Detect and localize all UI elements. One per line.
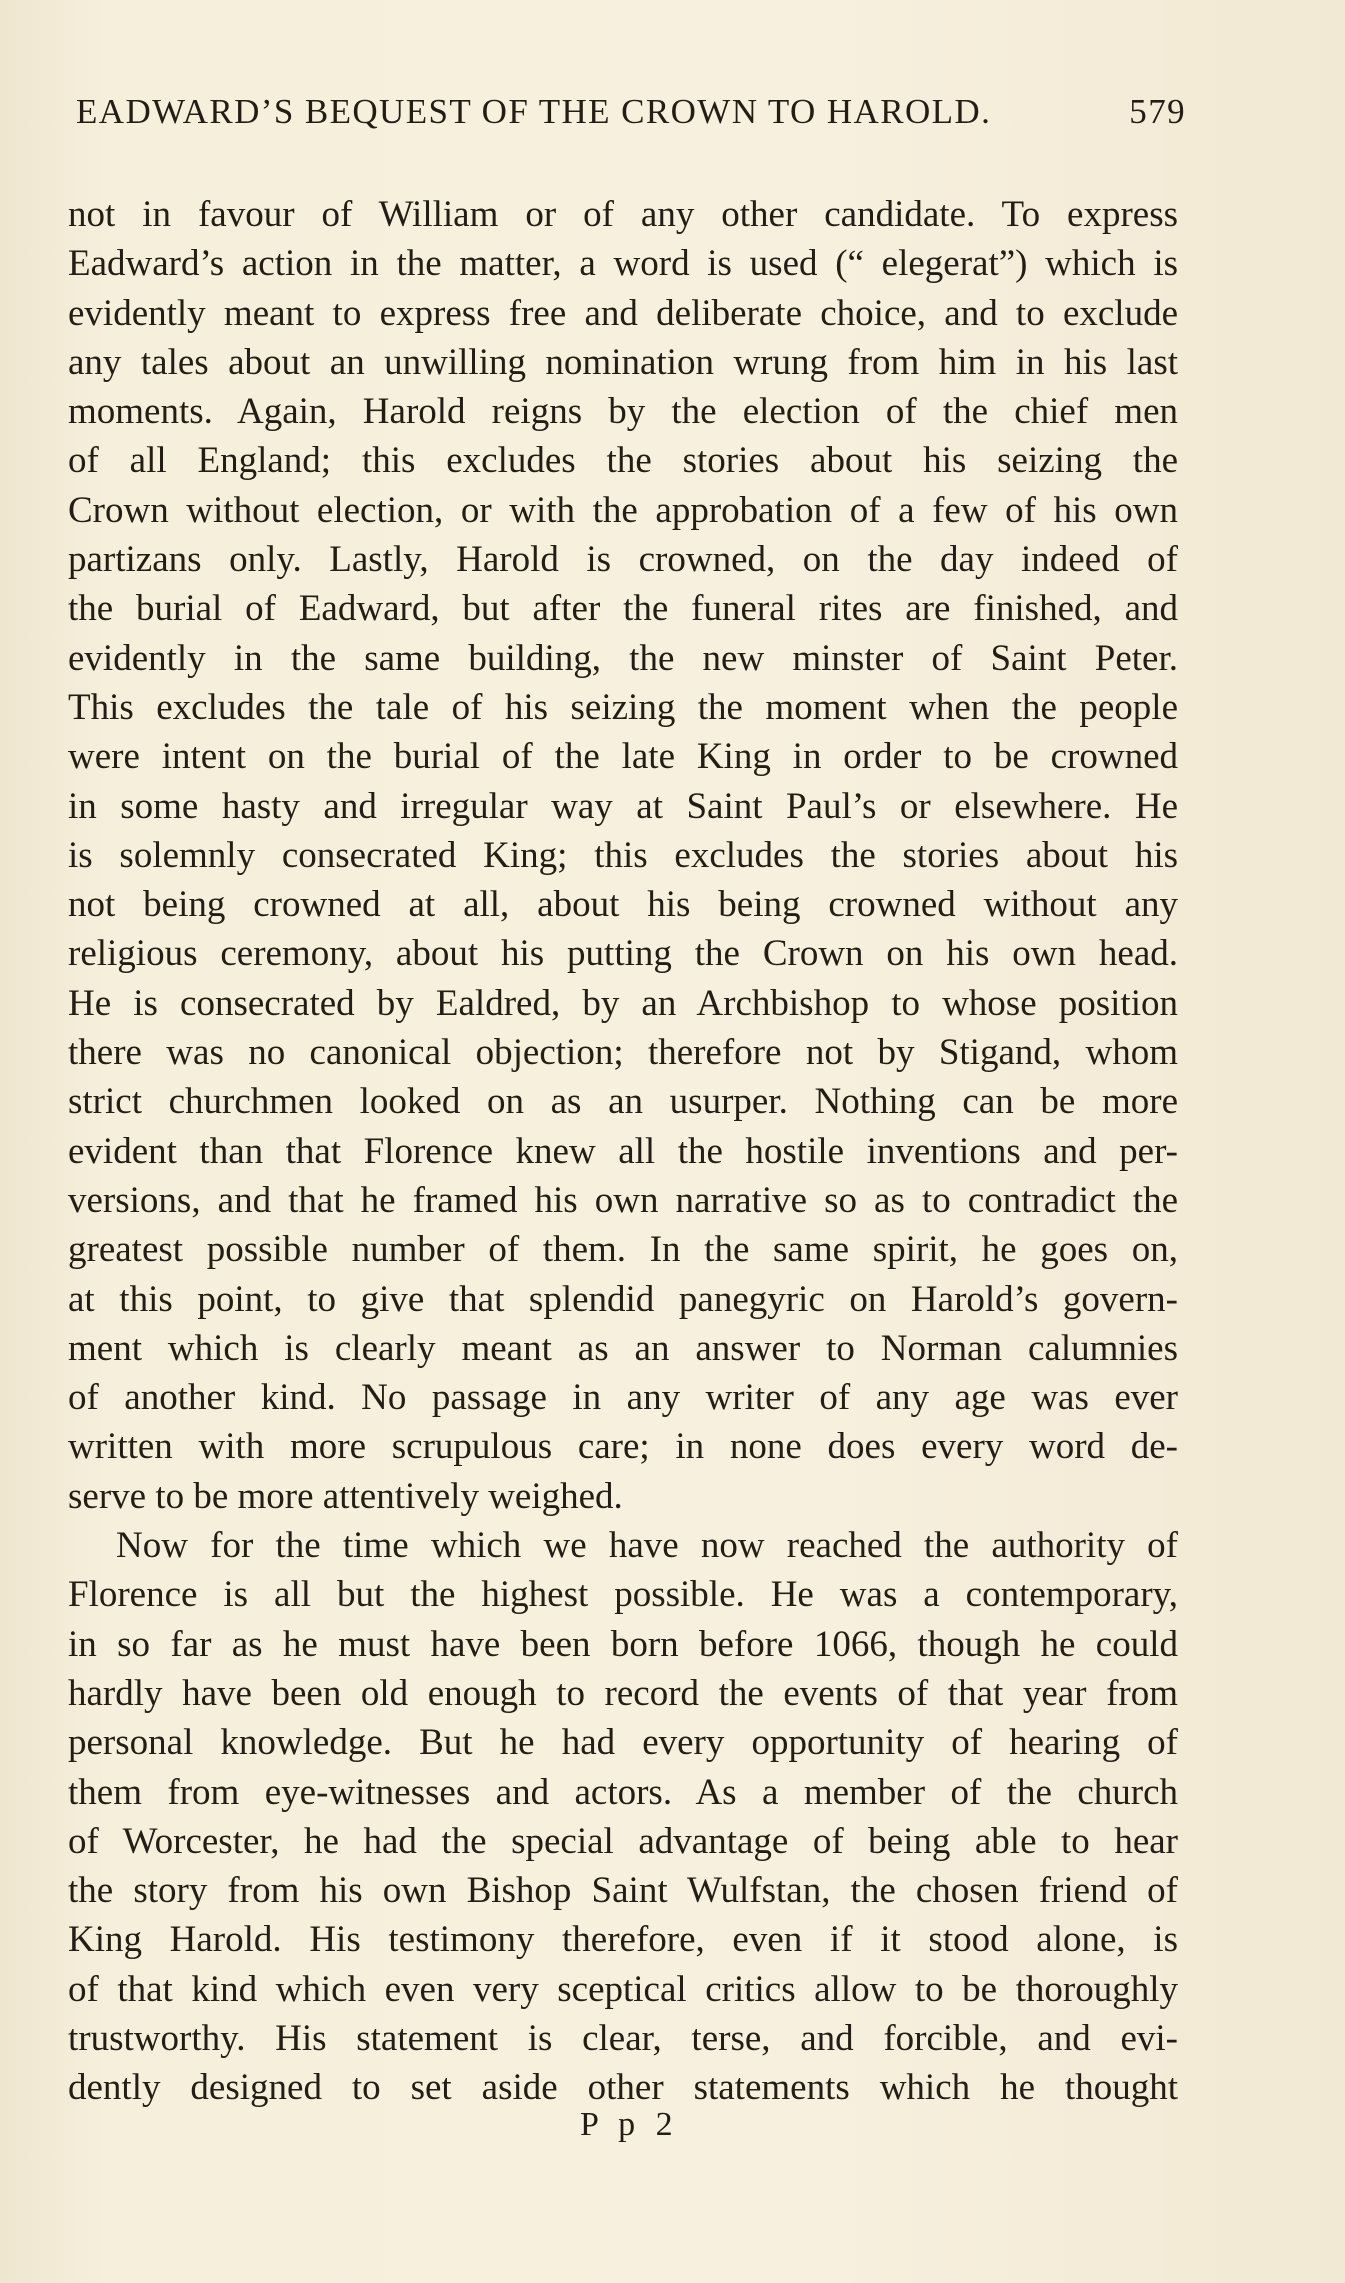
- text-line: in so far as he must have been born before 1066, though he could: [68, 1623, 1178, 1665]
- text-line: He is consecrated by Ealdred, by an Archbishop to whose position: [68, 982, 1178, 1024]
- text-line: there was no canonical objection; therefore not by Stigand, whom: [68, 1032, 1178, 1074]
- text-line: personal knowledge. But he had every opportunity of hearing of: [68, 1722, 1178, 1764]
- text-line: evidently in the same building, the new minster of Saint Peter.: [68, 637, 1178, 679]
- text-line: any tales about an unwilling nomination wrung from him in his last: [68, 341, 1178, 383]
- text-line: religious ceremony, about his putting the Crown on his own head.: [68, 933, 1178, 975]
- text-line: ment which is clearly meant as an answer to Norman calumnies: [68, 1327, 1178, 1369]
- text-line: them from eye-witnesses and actors. As a member of the church: [68, 1771, 1178, 1813]
- text-line: greatest possible number of them. In the same spirit, he goes on,: [68, 1229, 1178, 1271]
- text-line: moments. Again, Harold reigns by the election of the chief men: [68, 391, 1178, 433]
- text-line: the burial of Eadward, but after the funeral rites are finished, and: [68, 588, 1178, 630]
- text-line: King Harold. His testimony therefore, even if it stood alone, is: [68, 1919, 1178, 1961]
- text-line: trustworthy. His statement is clear, terse, and forcible, and evi-: [68, 2017, 1178, 2059]
- text-line: not in favour of William or of any other candidate. To express: [68, 194, 1178, 235]
- text-line: in some hasty and irregular way at Saint Paul’s or elsewhere. He: [68, 785, 1178, 827]
- text-line: evident than that Florence knew all the hostile inventions and per-: [68, 1130, 1178, 1172]
- text-line: of Worcester, he had the special advantage of being able to hear: [68, 1820, 1178, 1862]
- paragraph-end-line: serve to be more attentively weighed.: [68, 1475, 623, 1517]
- text-line: dently designed to set aside other statements which he thought: [68, 2067, 1178, 2109]
- text-line: of all England; this excludes the stories about his seizing the: [68, 440, 1178, 482]
- body-text: [68, 190, 1178, 2113]
- text-line: This excludes the tale of his seizing the moment when the people: [68, 686, 1178, 728]
- text-line: strict churchmen looked on as an usurper. Nothing can be more: [68, 1081, 1178, 1123]
- text-line: partizans only. Lastly, Harold is crowned, on the day indeed of: [68, 539, 1178, 581]
- running-head: EADWARD’S BEQUEST OF THE CROWN TO HAROLD.: [76, 92, 992, 131]
- paragraph-start-line: Now for the time which we have now reached the authority of: [116, 1525, 1178, 1567]
- page-header: [76, 92, 1186, 142]
- text-line: written with more scrupulous care; in none does every word de-: [68, 1426, 1178, 1468]
- text-line: at this point, to give that splendid panegyric on Harold’s govern-: [68, 1278, 1178, 1320]
- text-line: Eadward’s action in the matter, a word is used (“ elegerat”) which is: [68, 243, 1178, 285]
- text-line: Crown without election, or with the approbation of a few of his own: [68, 489, 1178, 531]
- text-line: is solemnly consecrated King; this excludes the stories about his: [68, 834, 1178, 876]
- printer-signature-mark: P p 2: [580, 2106, 679, 2143]
- text-line: evidently meant to express free and deliberate choice, and to exclude: [68, 292, 1178, 334]
- text-line: not being crowned at all, about his being crowned without any: [68, 884, 1178, 926]
- text-line: of that kind which even very sceptical critics allow to be thoroughly: [68, 1968, 1178, 2010]
- text-line: the story from his own Bishop Saint Wulfstan, the chosen friend of: [68, 1870, 1178, 1912]
- text-line: versions, and that he framed his own narrative so as to contradict the: [68, 1179, 1178, 1221]
- text-line: were intent on the burial of the late King in order to be crowned: [68, 736, 1178, 778]
- page-number: 579: [1129, 92, 1186, 131]
- text-line: of another kind. No passage in any writer of any age was ever: [68, 1377, 1178, 1419]
- text-line: hardly have been old enough to record the events of that year from: [68, 1672, 1178, 1714]
- text-line: Florence is all but the highest possible. He was a contemporary,: [68, 1574, 1178, 1616]
